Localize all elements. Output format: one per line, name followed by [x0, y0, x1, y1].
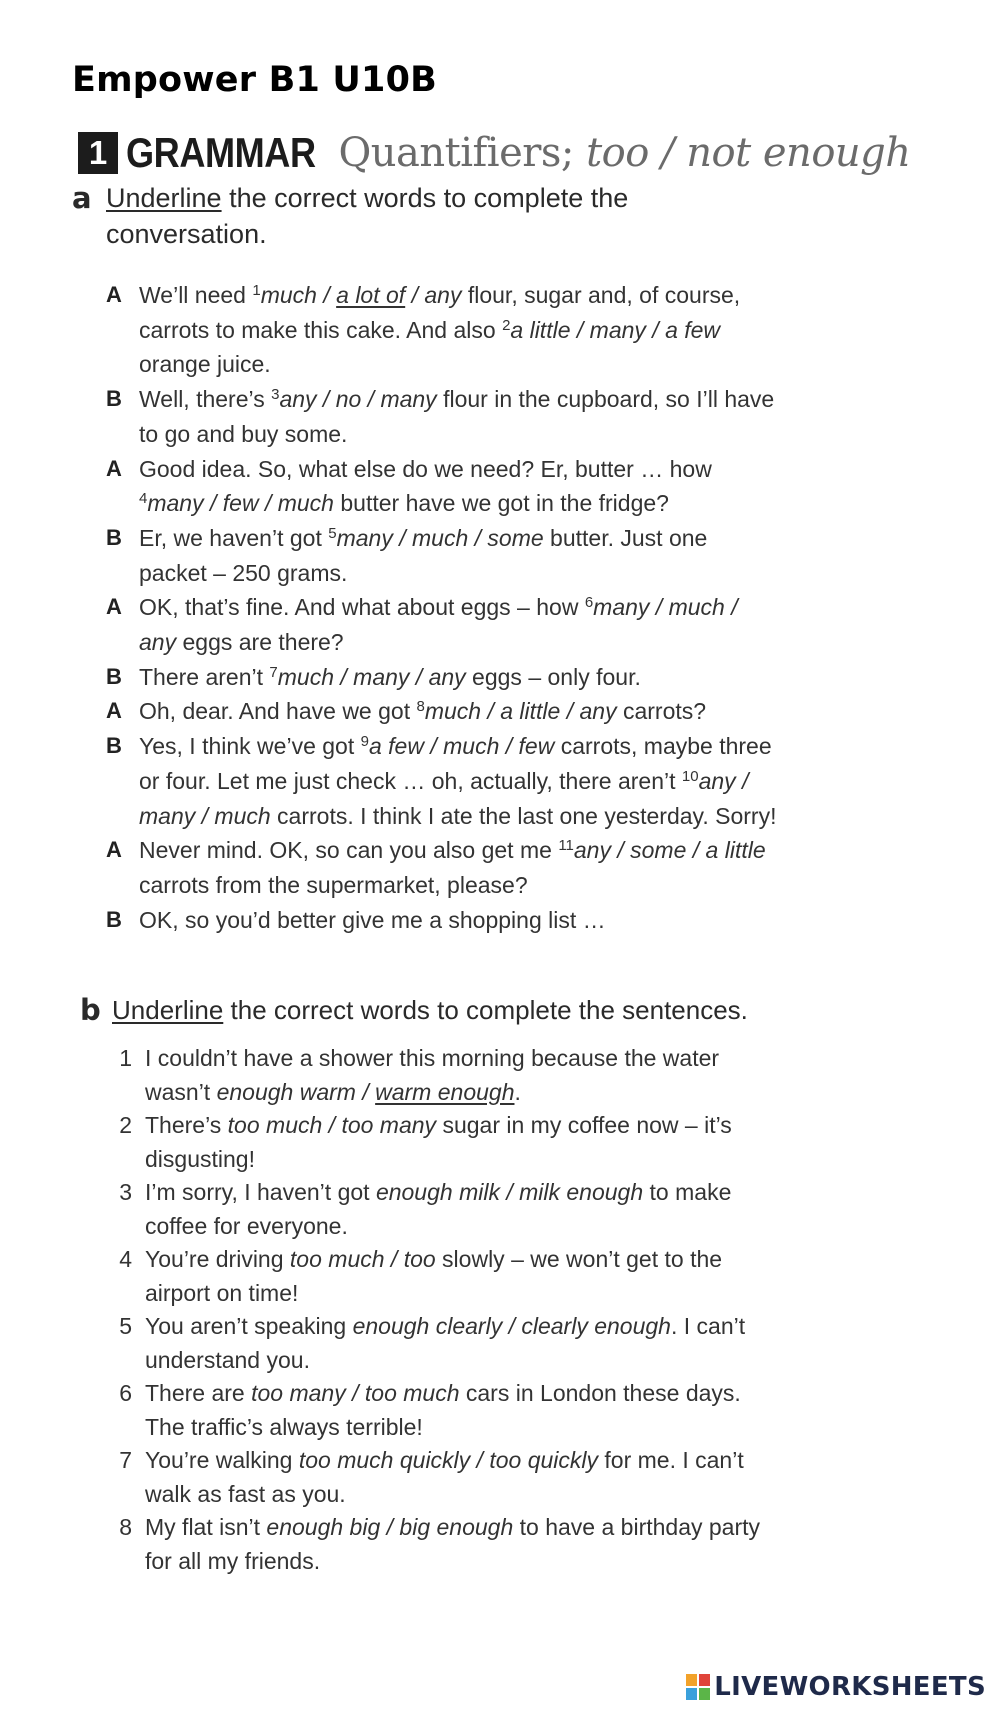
text-fragment: slowly – we won’t get to the airport on time! [145, 1246, 723, 1306]
answer-options: too many / too much [251, 1380, 460, 1406]
page-title: Empower B1 U10B [72, 60, 438, 100]
sentence-text [145, 1042, 785, 1109]
text-fragment: cars in London these days. The traffic’s always terrible! [145, 1380, 741, 1440]
sentence-item [112, 1444, 812, 1511]
text-fragment: eggs are there? [176, 629, 344, 656]
underlined-example-answer: warm enough [375, 1078, 515, 1105]
answer-options: many / much / some [336, 524, 544, 551]
dialogue-text [139, 521, 779, 590]
section-word: GRAMMAR [126, 129, 316, 176]
answer-options: many / much / any [139, 594, 738, 656]
logo-tile [686, 1674, 697, 1686]
text-fragment: to have a birthday party for all my friends. [145, 1514, 761, 1574]
sentence-text [145, 1310, 785, 1377]
text-fragment: I’m sorry, I haven’t got [145, 1179, 376, 1205]
topic-quantifiers: Quantifiers; [338, 130, 587, 176]
gap-number: 7 [269, 663, 278, 681]
sentence-text [145, 1109, 785, 1176]
text-fragment: Never mind. OK, so can you also get me [139, 837, 559, 864]
liveworksheets-logo [686, 1670, 986, 1704]
dialogue-line [106, 521, 806, 590]
text-fragment: OK, so you’d better give me a shopping list … [139, 906, 606, 933]
answer-options: / any [405, 282, 462, 308]
sentence-number: 5 [119, 1313, 132, 1339]
answer-options: any / no / many [279, 386, 437, 413]
text-fragment: There’s [145, 1112, 228, 1138]
dialogue-line [106, 452, 806, 521]
task-b-text [112, 992, 812, 1028]
text-fragment: Er, we haven’t got [139, 524, 329, 551]
task-a-underline-word: Underline [106, 183, 222, 213]
dialogue-line [106, 729, 806, 833]
text-fragment: Oh, dear. And have we got [139, 698, 417, 725]
answer-options: too much / too many [227, 1112, 437, 1138]
sentence-text [145, 1377, 785, 1444]
dialogue-text [139, 694, 779, 729]
sentence-item [112, 1109, 812, 1176]
answer-options: enough milk / milk enough [375, 1179, 644, 1205]
gap-number: 1 [252, 282, 261, 299]
text-fragment: OK, that’s fine. And what about eggs – how [139, 594, 585, 621]
dialogue-text [139, 452, 779, 521]
dialogue-text [139, 660, 779, 695]
text-fragment: I couldn’t have a shower this morning because the water wasn’t [145, 1045, 720, 1105]
dialogue-line [106, 660, 806, 695]
underlined-example-answer: a lot of [336, 282, 406, 308]
sentence-number: 2 [119, 1112, 132, 1138]
dialogue-line [106, 903, 806, 938]
sentence-list [112, 1042, 812, 1578]
sentence-number: 1 [119, 1045, 132, 1071]
section-topic [338, 130, 910, 176]
gap-number: 10 [681, 767, 699, 785]
task-a-text [106, 180, 746, 252]
sentence-text [145, 1444, 785, 1511]
text-fragment: eggs – only four. [465, 663, 641, 690]
text-fragment: We’ll need [139, 282, 253, 308]
gap-number: 2 [502, 316, 511, 334]
speaker-label: A [106, 455, 122, 481]
text-fragment: to make coffee for everyone. [145, 1179, 732, 1239]
answer-options: much / many / any [277, 663, 466, 690]
speaker-label: B [106, 906, 122, 932]
gap-number: 5 [328, 524, 337, 542]
dialogue [106, 278, 806, 937]
gap-number: 6 [584, 594, 594, 612]
speaker-label: B [106, 733, 122, 759]
task-b-underline-word: Underline [112, 995, 224, 1025]
text-fragment: . [514, 1078, 521, 1105]
text-fragment: butter have we got in the fridge? [333, 490, 669, 517]
dialogue-text [139, 903, 779, 938]
sentence-text [145, 1511, 785, 1578]
logo-tile [699, 1674, 710, 1686]
answer-options: too much quickly / too quickly [298, 1447, 598, 1473]
answer-options: enough clearly / clearly enough [352, 1313, 671, 1339]
dialogue-line [106, 833, 806, 902]
text-fragment: carrots, maybe three or four. Let me just check … oh, actually, there aren’t [139, 733, 772, 794]
text-fragment: Yes, I think we’ve got [139, 733, 361, 760]
liveworksheets-icon [686, 1673, 712, 1701]
text-fragment: Good idea. So, what else do we need? Er, butter … how [139, 455, 712, 482]
gap-number: 11 [558, 837, 574, 855]
text-fragment: orange juice. [139, 351, 271, 378]
task-b-rest: the correct words to complete the sentences. [223, 995, 748, 1025]
text-fragment: carrots from the supermarket, please? [139, 871, 528, 898]
gap-number: 3 [271, 386, 280, 404]
speaker-label: A [106, 698, 122, 724]
gap-number: 9 [360, 733, 369, 751]
dialogue-line [106, 382, 806, 451]
speaker-label: A [106, 594, 122, 620]
dialogue-line [106, 278, 806, 382]
sentence-item [112, 1176, 812, 1243]
sentence-item [112, 1377, 812, 1444]
speaker-label: A [106, 837, 122, 863]
text-fragment: butter. Just one packet – 250 grams. [139, 524, 708, 586]
speaker-label: A [106, 282, 122, 307]
text-fragment: Well, there’s [139, 386, 272, 413]
section-number: 1 [78, 132, 118, 174]
text-fragment: There are [145, 1380, 252, 1406]
dialogue-line [106, 694, 806, 729]
text-fragment: flour, sugar and, of course, carrots to make this cake. And also [139, 282, 741, 343]
dialogue-text [139, 382, 779, 451]
text-fragment: carrots. I think I ate the last one yesterday. Sorry! [270, 802, 777, 829]
answer-options: enough warm / [216, 1078, 376, 1105]
text-fragment: You aren’t speaking [145, 1313, 353, 1339]
text-fragment: carrots? [616, 698, 707, 725]
answer-options: much / a little / any [424, 698, 617, 725]
speaker-label: B [106, 524, 122, 550]
answer-options: a little / many / a few [510, 316, 721, 343]
dialogue-text [139, 729, 779, 833]
sentence-number: 7 [119, 1447, 132, 1473]
answer-options: many / few / much [147, 490, 334, 517]
text-fragment: for me. I can’t walk as fast as you. [145, 1447, 744, 1507]
sentence-number: 3 [119, 1179, 132, 1205]
task-a-letter: a [72, 181, 92, 215]
gap-number: 8 [416, 698, 425, 716]
task-b-letter: b [80, 993, 101, 1027]
text-fragment: There aren’t [139, 663, 270, 690]
sentence-item [112, 1511, 812, 1578]
answer-options: much / [260, 282, 337, 308]
answer-options: a few / much / few [368, 733, 555, 760]
logo-tile [699, 1688, 710, 1700]
sentence-number: 6 [119, 1380, 132, 1406]
sentence-item [112, 1310, 812, 1377]
speaker-label: B [106, 663, 122, 689]
dialogue-text [139, 590, 779, 659]
gap-number: 4 [139, 490, 148, 508]
task-a-rest: the correct words to complete the conversation. [106, 183, 629, 249]
dialogue-text [139, 833, 779, 902]
text-fragment: sugar in my coffee now – it’s disgusting! [145, 1112, 732, 1172]
sentence-number: 4 [119, 1246, 132, 1272]
answer-options: any / many / much [139, 767, 749, 829]
text-fragment: flour in the cupboard, so I’ll have to go and buy some. [139, 386, 775, 447]
logo-tile [686, 1688, 697, 1700]
dialogue-line [106, 590, 806, 659]
section-header [78, 128, 911, 178]
answer-options: enough big / big enough [266, 1514, 514, 1540]
dialogue-text [139, 278, 779, 382]
answer-options: any / some / a little [573, 837, 766, 864]
sentence-item [112, 1042, 812, 1109]
text-fragment: You’re walking [145, 1447, 299, 1473]
brand-name: LIVEWORKSHEETS [714, 1672, 986, 1702]
answer-options: too much / too [289, 1246, 436, 1272]
speaker-label: B [106, 386, 122, 412]
text-fragment: My flat isn’t [145, 1514, 267, 1540]
text-fragment: You’re driving [145, 1246, 290, 1272]
sentence-text [145, 1243, 785, 1310]
sentence-text [145, 1176, 785, 1243]
topic-too-not-enough: too / not enough [586, 130, 911, 176]
sentence-item [112, 1243, 812, 1310]
text-fragment: . I can’t understand you. [145, 1313, 746, 1373]
sentence-number: 8 [119, 1514, 132, 1540]
